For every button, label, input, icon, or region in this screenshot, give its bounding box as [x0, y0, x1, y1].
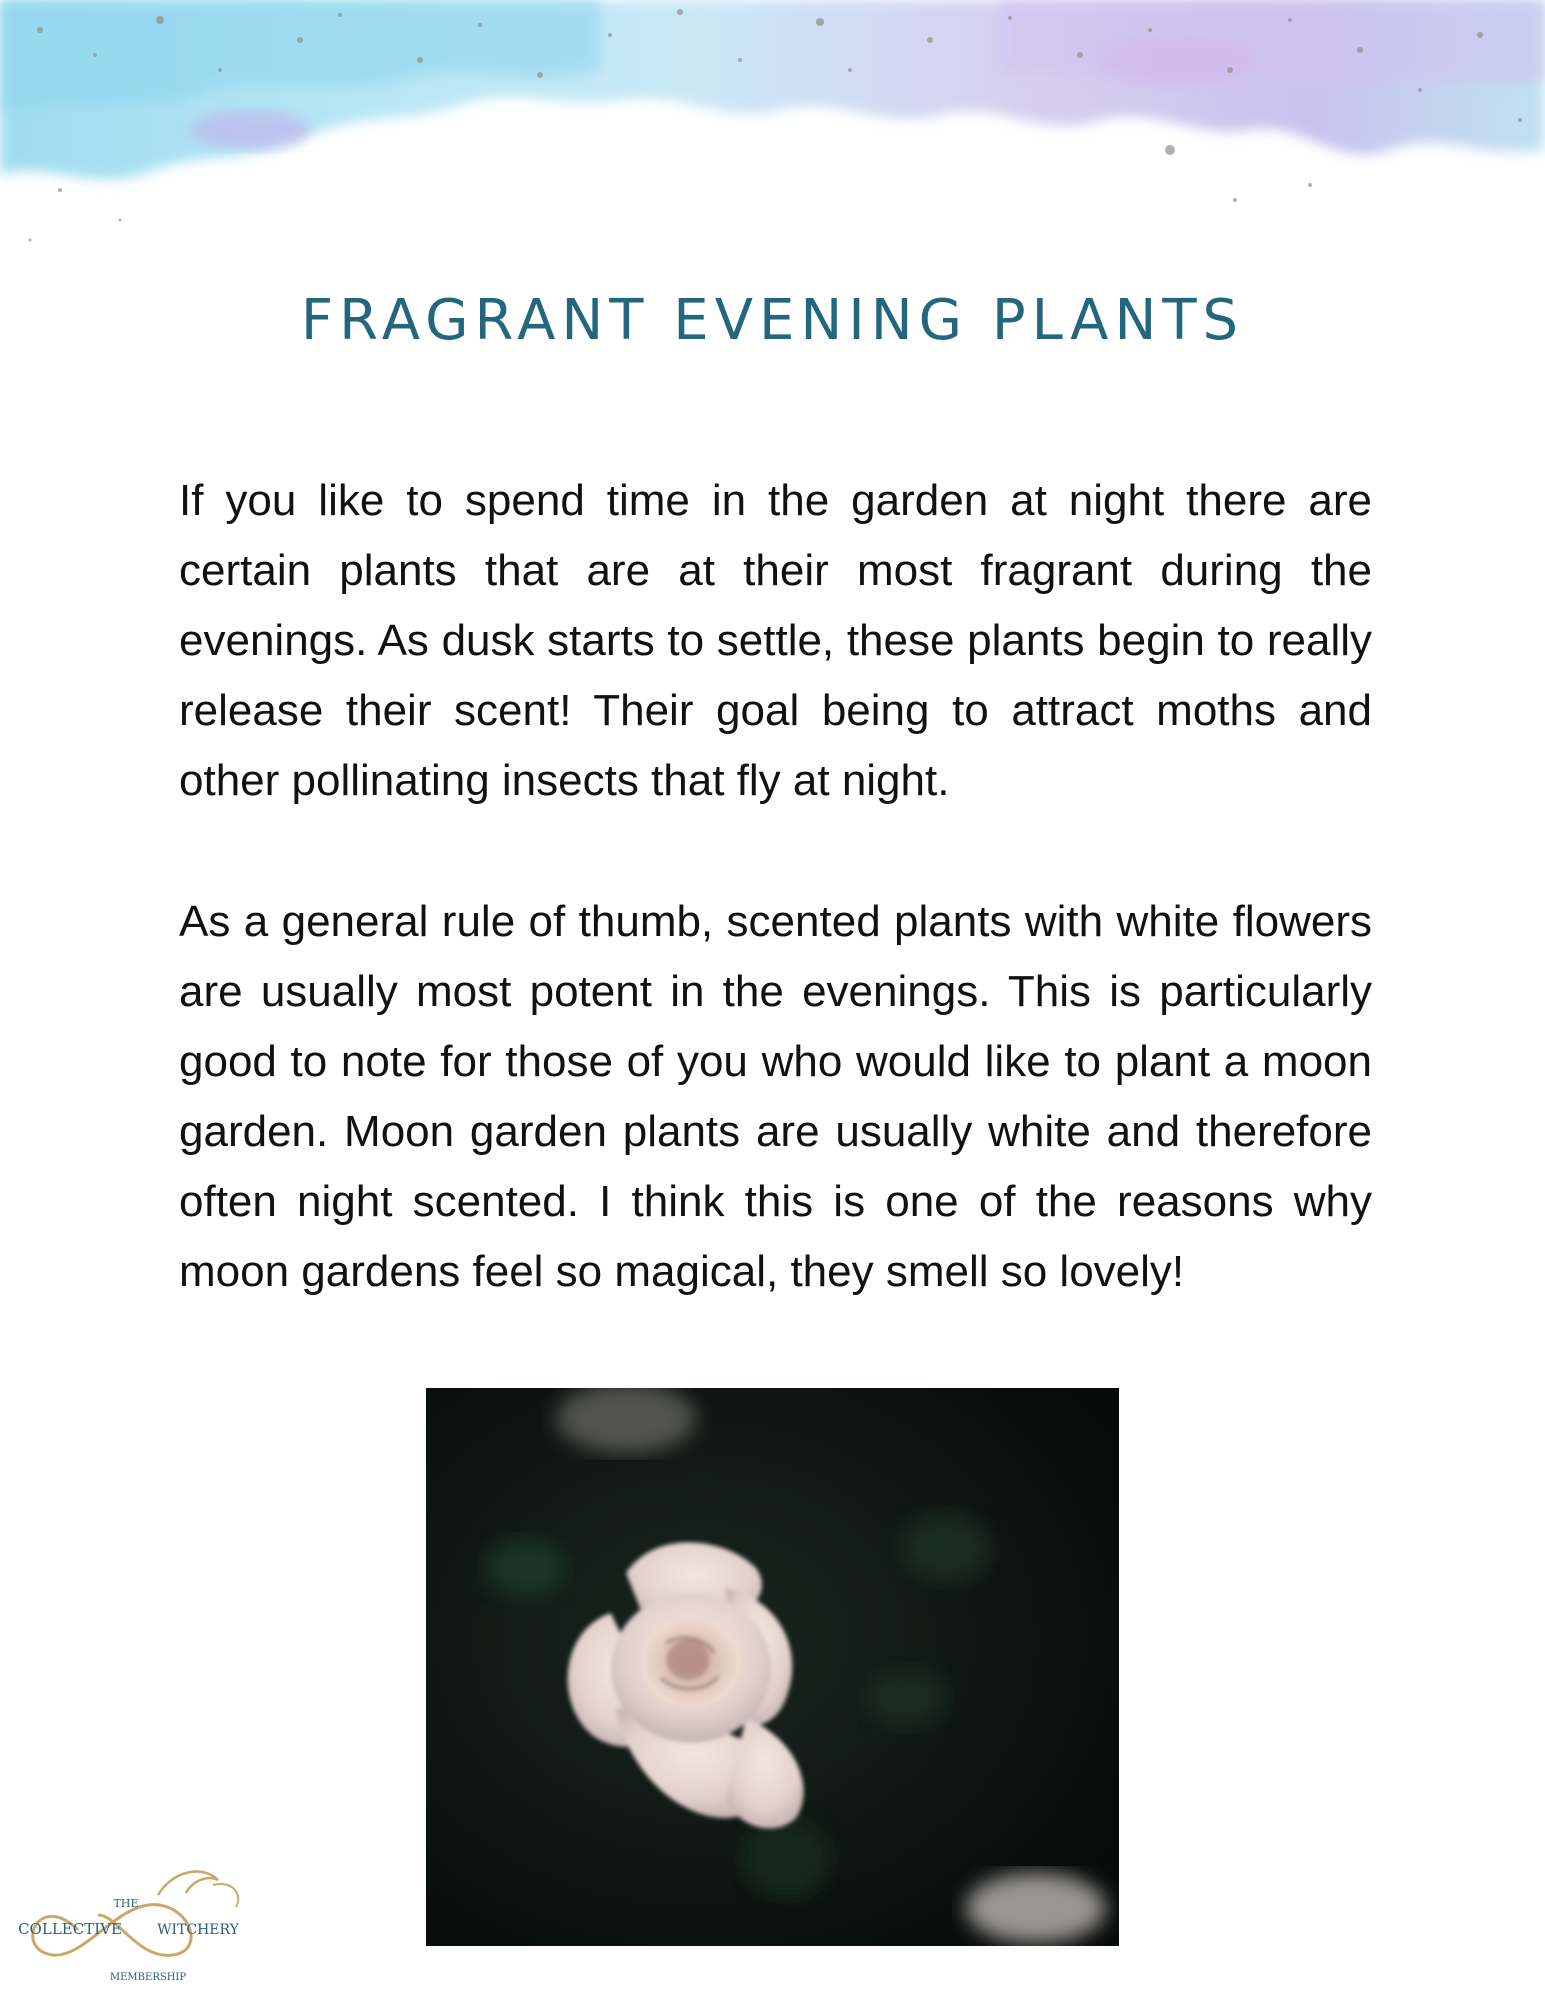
swirl-icon — [158, 1872, 218, 1895]
logo-witchery-text: WITCHERY — [157, 1922, 239, 1938]
rose-illustration — [426, 1388, 1119, 1946]
white-rose-photo — [426, 1388, 1119, 1946]
logo-the-text: THE — [113, 1897, 139, 1910]
logo-collective-text: COLLECTIVE — [18, 1920, 122, 1938]
moon-garden-paragraph: As a general rule of thumb, scented plants with white flowers are usually most potent in the evenings. This is particularly good to note for those of you who would like to plant a moon garden. Moon garden plants are usually white and therefore often night scented. I think this is one of the reasons why moon gardens feel so magical, they smell so lovely! — [179, 897, 1372, 1296]
collective-witchery-logo — [8, 1855, 268, 1995]
intro-paragraph: If you like to spend time in the garden at night there are certain plants that are at their most fragrant during the evenings. As dusk starts to settle, these plants begin to really release their scent! Their goal being to attract moths and other pollinating insects that fly at night. — [179, 476, 1372, 805]
page-title: FRAGRANT EVENING PLANTS — [300, 288, 1245, 353]
watercolor-header-decoration — [0, 0, 1545, 300]
logo-membership-text: MEMBERSHIP — [109, 1972, 187, 1983]
